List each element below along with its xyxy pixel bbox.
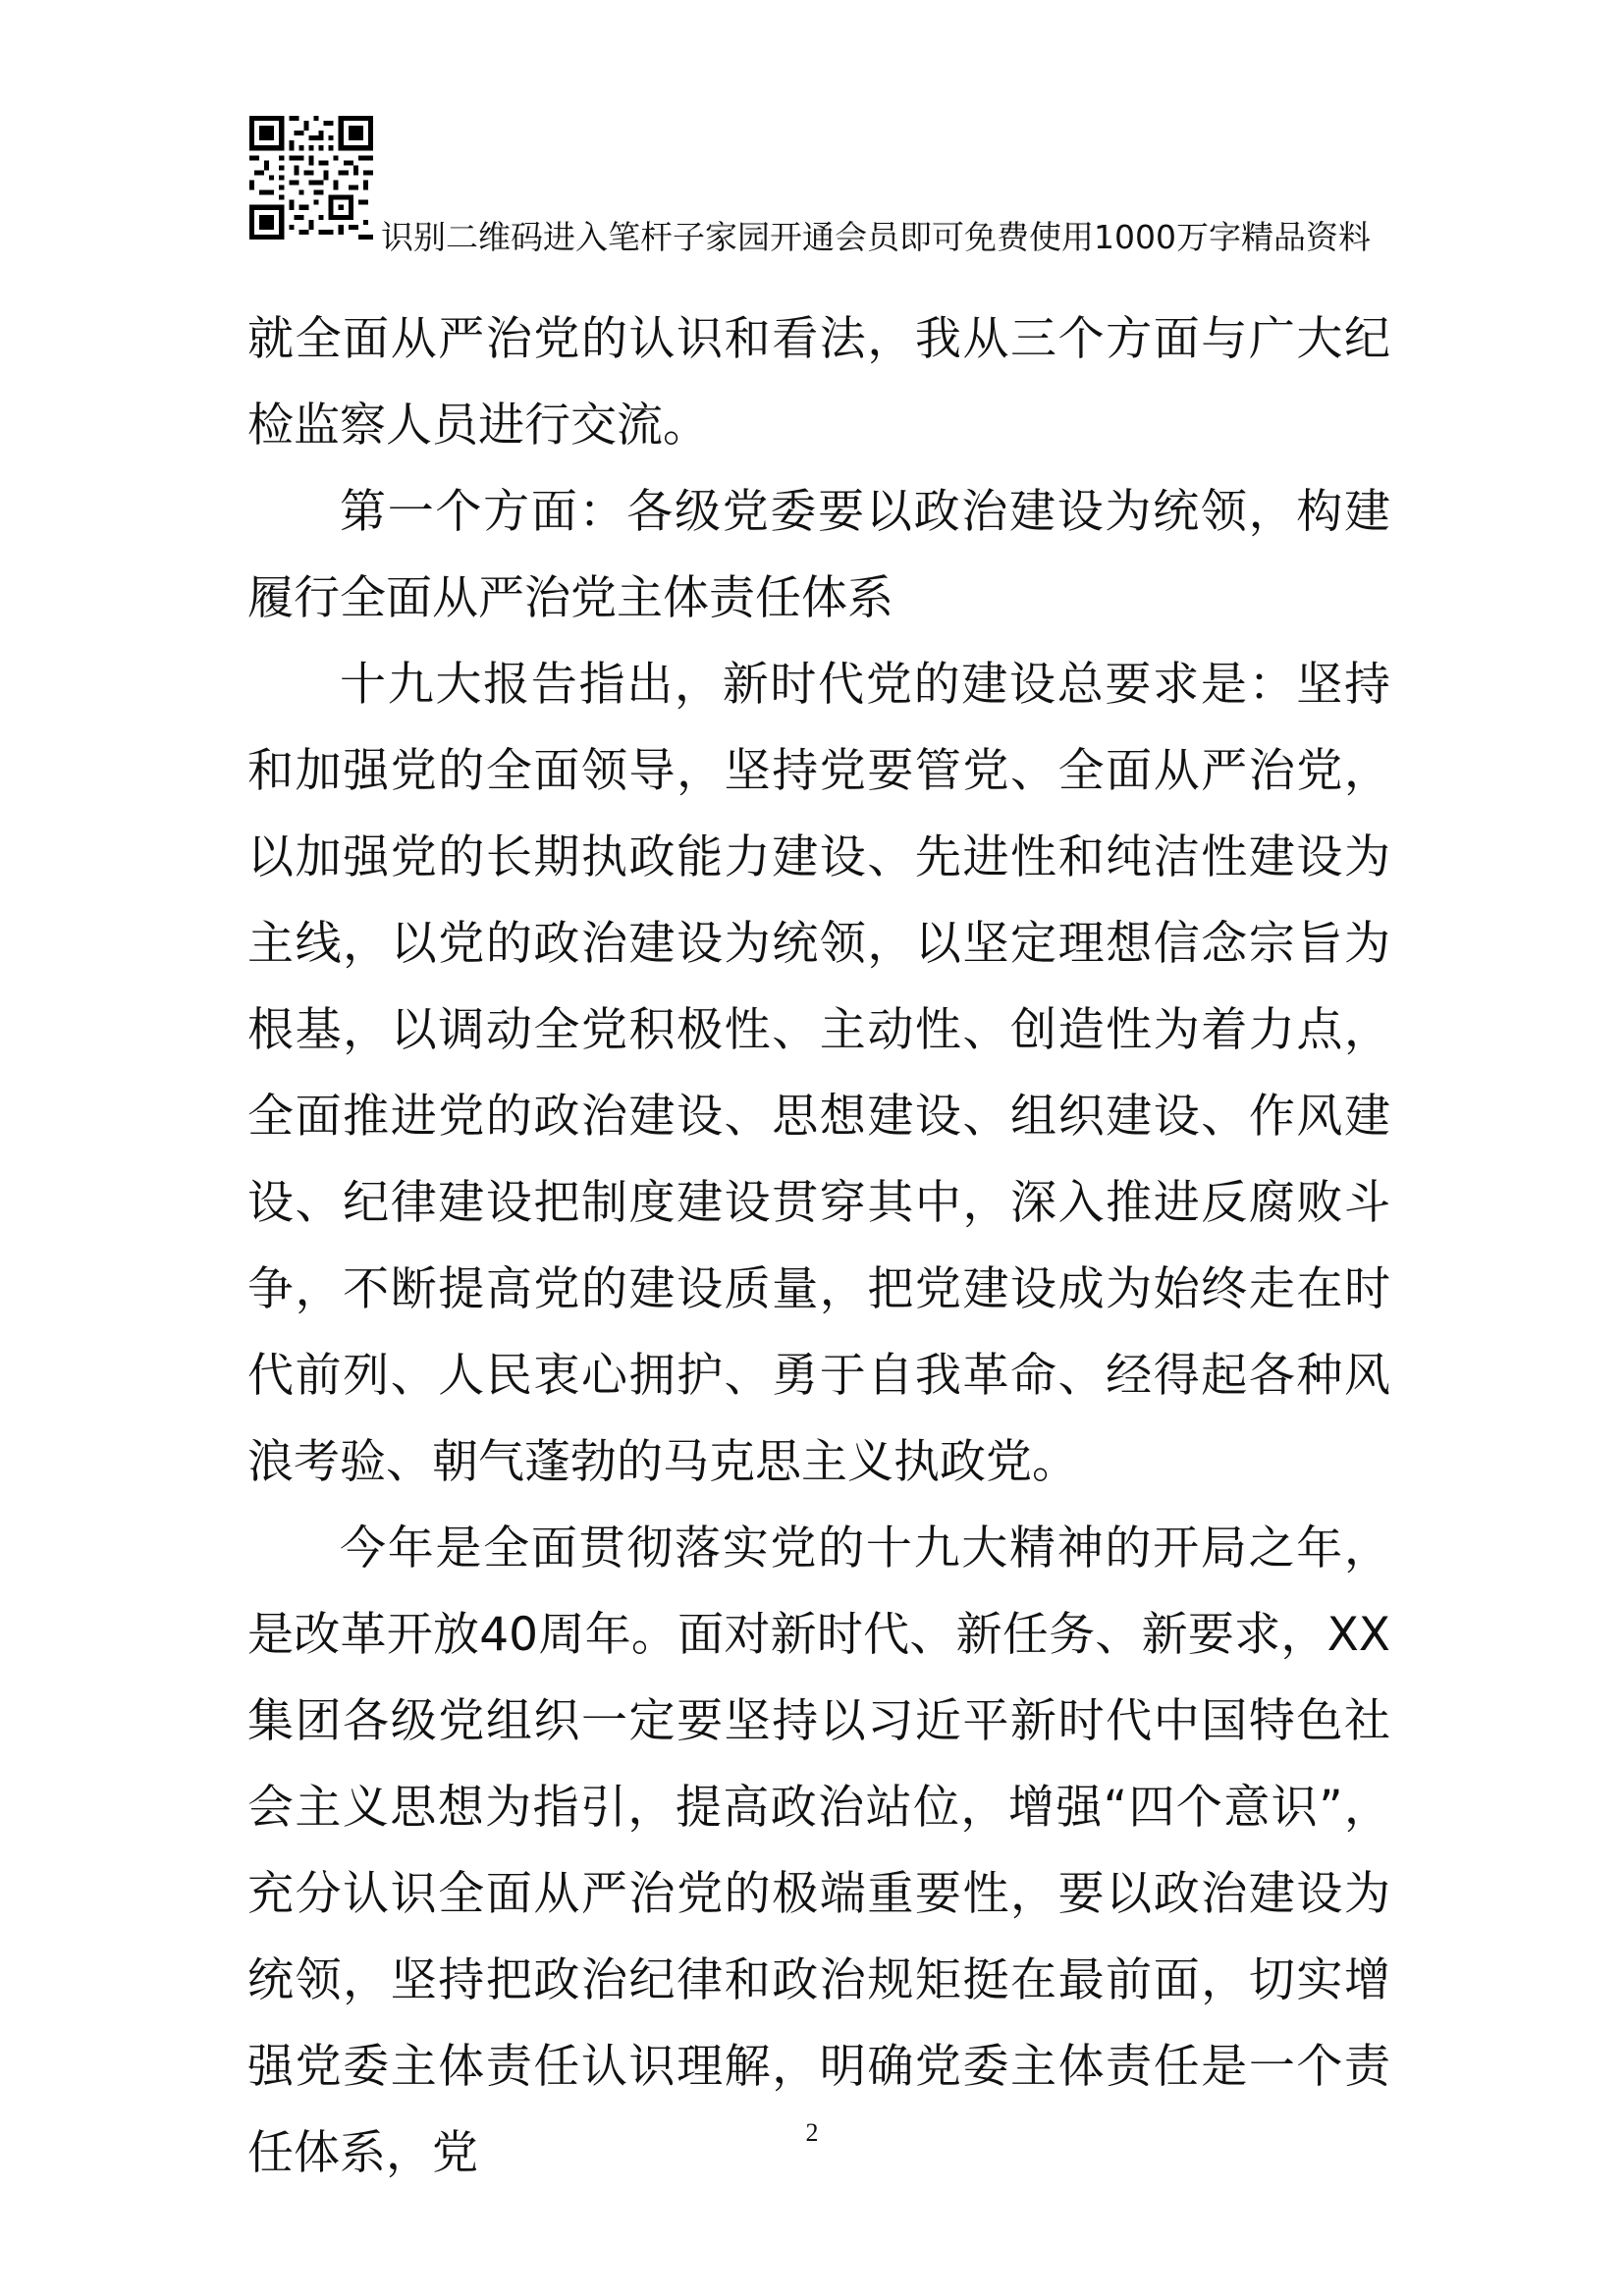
paragraph-body: 今年是全面贯彻落实党的十九大精神的开局之年，是改革开放40周年。面对新时代、新任务、新要求，XX集团各级党组织一定要坚持以习近平新时代中国特色社会主义思想为指引，提高政治站位，增强“四个意识”，充分认识全面从严治党的极端重要性，要以政治建设为统领，坚持把政治纪律和政治规矩挺在最前面，切实增强党委主体责任认识理解，明确党委主体责任是一个责任体系，党 [247, 1522, 1390, 2180]
promo-banner-text: 识别二维码进入笔杆子家园开通会员即可免费使用1000万字精品资料 [381, 218, 1371, 256]
document-body [247, 296, 1390, 2197]
paragraph-intro: 就全面从严治党的认识和看法，我从三个方面与广大纪检监察人员进行交流。 [247, 312, 1390, 453]
section-heading-1: 第一个方面：各级党委要以政治建设为统领，构建履行全面从严治党主体责任体系 [247, 485, 1390, 625]
paragraph-body: 十九大报告指出，新时代党的建设总要求是：坚持和加强党的全面领导，坚持党要管党、全面从严治党，以加强党的长期执政能力建设、先进性和纯洁性建设为主线，以党的政治建设为统领，以坚定理想信念宗旨为根基，以调动全党积极性、主动性、创造性为着力点，全面推进党的政治建设、思想建设、组织建设、作风建设、纪律建设把制度建设贯穿其中，深入推进反腐败斗争，不断提高党的建设质量，把党建设成为始终走在时代前列、人民衷心拥护、勇于自我革命、经得起各种风浪考验、朝气蓬勃的马克思主义执政党。 [247, 658, 1390, 1489]
page-number: 2 [805, 2118, 819, 2147]
page-header [249, 116, 1398, 256]
qr-code-icon[interactable] [249, 116, 373, 240]
